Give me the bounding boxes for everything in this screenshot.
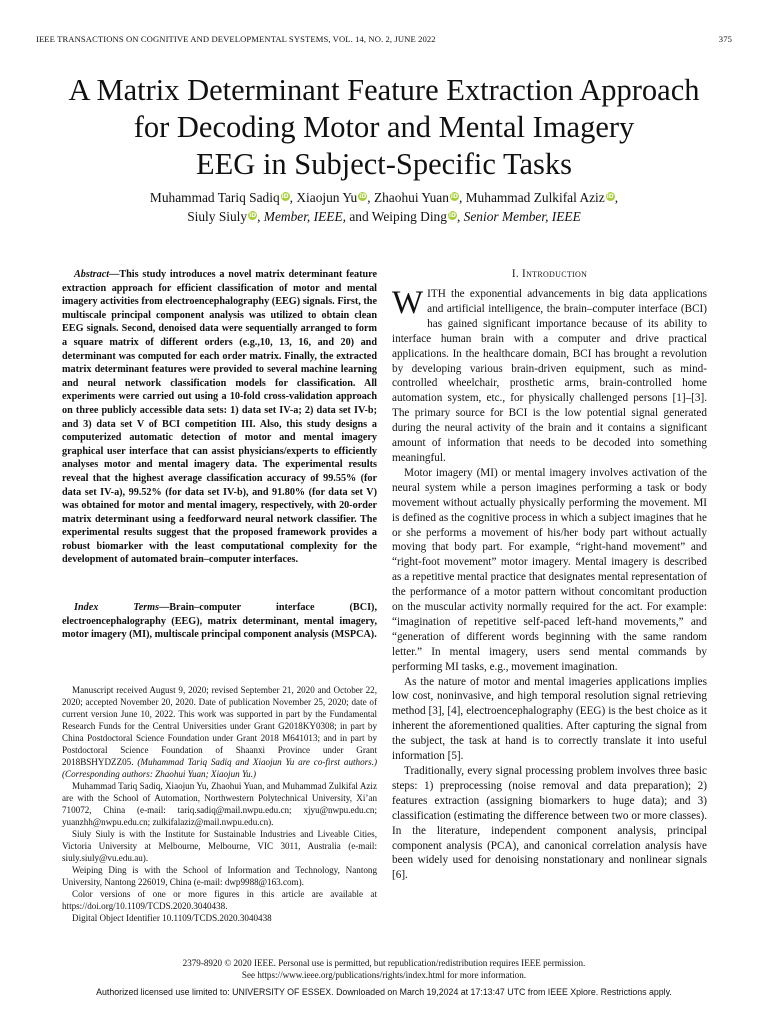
author-name: Zhaohui Yuan [373,190,449,205]
author-name: Muhammad Zulkifal Aziz [465,190,605,205]
title-line-2: for Decoding Motor and Mental Imagery [133,110,635,144]
footnote-color-versions: Color versions of one or more figures in this article are available at https://doi.org/10.1109/TCDS.2020.3040438. [62,889,377,911]
orcid-icon[interactable]: iD [450,193,458,200]
author-role: Member, IEEE, [263,209,346,224]
footnote-doi: Digital Object Identifier 10.1109/TCDS.2020.3040438 [72,913,272,923]
copyright-notice [0,957,768,981]
copyright-line-1: 2379-8920 © 2020 IEEE. Personal use is permitted, but republication/redistribution requires IEEE permission. [182,958,586,968]
footnote-manuscript: Manuscript received August 9, 2020; revised September 21, 2020 and October 22, 2020; accepted November 20, 2020. Date of publication November 25, 2020; date of current version June 10, 2022. This work was supported in part by the Fundamental Research Funds for the Central Universities under Grant G2018KY0308; in part by China Postdoctoral Science Foundation under Grant 2018 M641013; and in part by Postdoctoral Science Foundation of Shaanxi Province under Grant 2018BSHYDZZ05. [62,685,377,767]
orcid-icon[interactable]: iD [249,212,257,219]
intro-paragraph-4: Traditionally, every signal processing problem involves three basic steps: 1) preprocessing (noise removal and data preparation); 2) features extraction (assigning biomarkers to huge data); and 3) classification (estimating the difference between two or more classes). In the literature, independent component analysis, principal component analysis (PCA), and canonical correlation analysis have been widely used for denoising nonstationary and nonlinear signals [6]. [392,765,707,882]
index-terms [62,601,377,642]
footnotes [62,684,377,924]
footnote-affiliation-1: Muhammad Tariq Sadiq, Xiaojun Yu, Zhaohui Yuan, and Muhammad Zulkifal Aziz are with the School of Automation, Northwestern Polytechnical University, Xi’an 710072, China (e-mail: tariq.sadiq@mail.nwpu.edu.cn; xjyu@nwpu.edu.cn; yuanzhh@nwpu.edu.cn; zulkifalaziz@mail.nwpu.edu.cn). [62,781,377,827]
intro-paragraph-2: Motor imagery (MI) or mental imagery involves activation of the neural system while a person imagines performing a task or body movement without actually physically performing the movement. MI is defined as the cognitive process in which a subject imagines that he or she performs a movement of his/her body part without actually moving that body part. For example, “right-hand movement” and “right-foot movement” motor imagery. Mental imagery is described as a repetitive mental practice that designates mental representation of the performance of a motor pattern without concomitant production on the muscular activity normally required for the act. For example: “imagination of repetitive self-paced left-hand movements,” and “generation of different words beginning with the same random letter.” In mental imagery, users send mental commands by performing MI tasks, e.g., movement imagination. [392,466,707,673]
license-footer: Authorized licensed use limited to: UNIVERSITY OF ESSEX. Downloaded on March 19,2024 at 17:13:47 UTC from IEEE Xplore. Restrictions apply. [96,987,672,997]
paper-title [20,72,748,183]
footnote-affiliation-3: Weiping Ding is with the School of Information and Technology, Nantong University, Nantong 226019, China (e-mail: dwp9988@163.com). [62,865,377,887]
orcid-icon[interactable]: iD [359,193,367,200]
abstract [62,268,377,567]
author-name: Siuly Siuly [187,209,248,224]
abstract-text: —This study introduces a novel matrix determinant feature extraction approach for efficient classification of motor and mental imagery activities from electroencephalography (EEG) signals. First, the multiscale principal component analysis was utilized to obtain clean EEG signals. Second, denoised data were sequentially arranged to form a square matrix of different orders (e.g.,10, 13, 16, and 20) and determinant was computed for each order matrix. Finally, the extracted matrix determinant features were provided to several machine learning and neural network classification models for classification. All experiments were carried out using a 10-fold cross-validation approach on three publicly accessible data sets: 1) data set IV-a; 2) data set IV-b; and 3) data set V of BCI competition III. Also, this study designs a computerized automatic detection of motor and mental imagery graphical user interface that can assist physicians/experts to efficiently analyses motor and mental imagery data. The experimental results reveal that the highest average classification accuracy of 99.55% (for data set IV-a), 99.52% (for data set IV-b), and 91.80% (for data set V) was obtained for motor and mental imagery, respectively, with 20-order matrix determinant using a feedforward neural network classifier. The experimental results suggest that the proposed framework provides a robust biomarker with the least computational complexity for the development of automated brain–computer interfaces. [62,269,377,566]
orcid-icon[interactable]: iD [281,193,289,200]
orcid-icon[interactable]: iD [606,193,614,200]
copyright-line-2: See https://www.ieee.org/publications/rights/index.html for more information. [241,970,527,980]
author-name: Muhammad Tariq Sadiq [149,190,280,205]
title-line-1: A Matrix Determinant Feature Extraction Approach [68,73,700,107]
footnote-affiliation-2: Siuly Siuly is with the Institute for Sustainable Industries and Liveable Cities, Victoria University at Melbourne, Melbourne, VIC 3011, Australia (e-mail: siuly.siuly@vu.edu.au). [62,829,377,863]
drop-cap: W [392,285,424,321]
introduction-body [392,287,707,883]
author-list: Muhammad Tariq Sadiq iD, Xiaojun Yu iD, Zhaohui Yuan iD, Muhammad Zulkifal Aziz iD, Siuly Siuly iD, Member, IEEE, and Weiping Ding iD, Senior Member, IEEE [149,190,619,224]
journal-name: IEEE TRANSACTIONS ON COGNITIVE AND DEVELOPMENTAL SYSTEMS, VOL. 14, NO. 2, JUNE 2022 [36,34,436,44]
title-line-3: EEG in Subject-Specific Tasks [196,147,572,181]
intro-paragraph-3: As the nature of motor and mental imageries applications implies low cost, noninvasive, and high temporal resolution signal retrieving method [3], [4], electroencephalography (EEG) is the best choice as it inherent the aforementioned qualities. After capturing the signal from the subject, the task at hand is to correctly translate it into useful information [5]. [392,675,707,763]
index-terms-text: —Brain–computer interface (BCI), electroencephalography (EEG), matrix determinant, mental imagery, motor imagery (MI), multiscale principal component analysis (MSPCA). [62,602,377,641]
author-role: Senior Member, IEEE [463,209,581,224]
page-number: 375 [718,34,732,44]
author-name: Xiaojun Yu [296,190,358,205]
orcid-icon[interactable]: iD [448,212,456,219]
author-name: and Weiping Ding [349,209,447,224]
footnote-coauthors: (Muhammad Tariq Sadiq and Xiaojun Yu are co-first authors.) (Corresponding authors: Zhaohui Yuan; Xiaojun Yu.) [62,757,377,779]
section-heading: I. Introduction [511,268,588,280]
index-terms-label: Index Terms [74,602,160,613]
intro-paragraph-1: ITH the exponential advancements in big data applications and artificial intelligence, the brain–computer interface (BCI) has gained significant importance because of its ability to interface human brain with a computer and drive practical applications. In the healthcare domain, BCI has brought a revolution by developing various brain-driven equipment, such as mind-controlled wheelchair, prosthetic arms, brain-controlled home automation system, etc., for physically challenged persons [1]–[3]. The primary source for BCI is the low potential signal generated during the neural activity of the brain and it contains a significant amount of information that needs to be decoded into something meaningful. [392,288,707,464]
abstract-label: Abstract [74,269,110,280]
